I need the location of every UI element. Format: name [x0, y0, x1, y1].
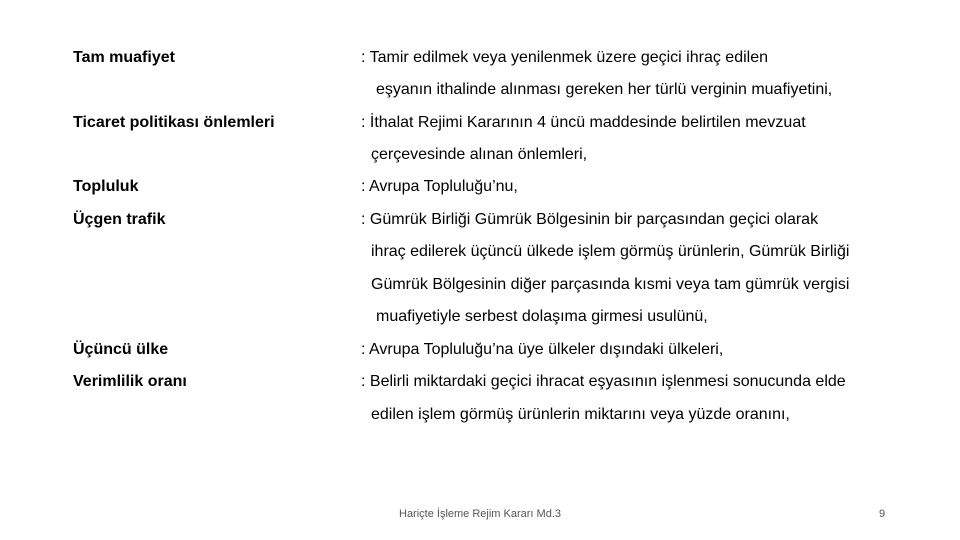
- term-ucgen-trafik: Üçgen trafik: [73, 211, 166, 228]
- definition-line: muafiyetiyle serbest dolaşıma girmesi usulünü,: [376, 308, 708, 325]
- term-ticaret-politikasi-onlemleri: Ticaret politikası önlemleri: [73, 114, 275, 131]
- term-ucuncu-ulke: Üçüncü ülke: [73, 341, 169, 358]
- definition-line: : Tamir edilmek veya yenilenmek üzere geçici ihraç edilen: [361, 49, 768, 66]
- term-tam-muafiyet: Tam muafiyet: [73, 49, 175, 66]
- definition-line: edilen işlem görmüş ürünlerin miktarını veya yüzde oranını,: [371, 406, 790, 423]
- definition-line: : Avrupa Topluluğu’na üye ülkeler dışındaki ülkeleri,: [361, 341, 724, 358]
- definition-line: çerçevesinde alınan önlemleri,: [371, 146, 588, 163]
- definition-line: Gümrük Bölgesinin diğer parçasında kısmi veya tam gümrük vergisi: [371, 276, 850, 293]
- definition-line: : Avrupa Topluluğu’nu,: [361, 178, 518, 195]
- footer-title: Hariçte İşleme Rejim Kararı Md.3: [399, 508, 561, 520]
- definition-line: : Gümrük Birliği Gümrük Bölgesinin bir parçasından geçici olarak: [361, 211, 819, 228]
- page-number: 9: [879, 508, 886, 520]
- term-topluluk: Topluluk: [73, 178, 139, 195]
- definition-line: : İthalat Rejimi Kararının 4 üncü maddesinde belirtilen mevzuat: [361, 114, 806, 131]
- definition-line: : Belirli miktardaki geçici ihracat eşyasının işlenmesi sonucunda elde: [361, 373, 846, 390]
- term-verimlilik-orani: Verimlilik oranı: [73, 373, 187, 390]
- definition-line: ihraç edilerek üçüncü ülkede işlem görmüş ürünlerin, Gümrük Birliği: [371, 243, 850, 260]
- definition-line: eşyanın ithalinde alınması gereken her türlü verginin muafiyetini,: [376, 81, 833, 98]
